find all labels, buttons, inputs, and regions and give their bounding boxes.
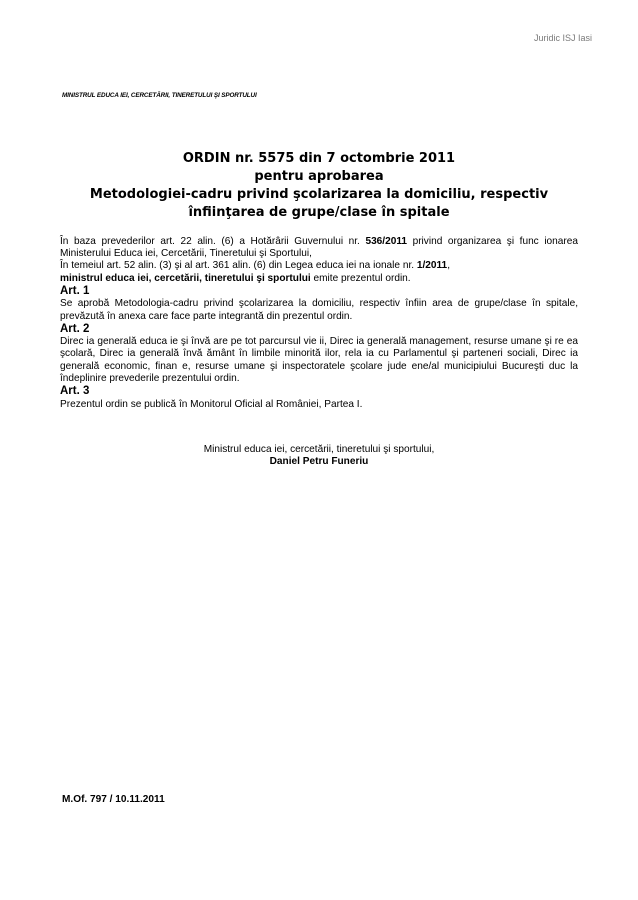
title-line-2: pentru aprobarea [254, 169, 384, 184]
document-body [60, 236, 578, 411]
signature-block [60, 444, 578, 468]
document-title [60, 150, 578, 222]
title-line-4: înfiinţarea de grupe/clase în spitale [188, 205, 450, 220]
title-line-3: Metodologiei-cadru privind şcolarizarea la domiciliu, respectiv [89, 187, 549, 202]
ministry-header: MINISTRUL EDUCA IEI, CERCETĂRII, TINERETULUI ŞI SPORTULUI [62, 92, 257, 99]
preamble-paragraph-2 [60, 260, 578, 272]
title-line-1: ORDIN nr. 5575 din 7 octombrie 2011 [182, 151, 456, 166]
preamble-2-text-a: În temeiul art. 52 alin. (3) şi al art. 361 alin. (6) din Legea educa iei na ionale nr. [60, 260, 417, 272]
article-3-text: Prezentul ordin se publică în Monitorul Oficial al României, Partea I. [60, 398, 363, 410]
article-1-heading: Art. 1 [60, 284, 90, 297]
preamble-1-hg-number: 536/2011 [365, 236, 407, 247]
official-gazette-reference: M.Of. 797 / 10.11.2011 [62, 794, 165, 805]
preamble-2-law-number: 1/2011 [416, 260, 448, 272]
preamble-1-text-b: privind organizarea şi func ionarea Ministerului Educa iei, Cercetării, Tineretului şi Sportului, [60, 236, 578, 260]
preamble-3-minister: ministrul educa iei, cercetării, tineretului şi sportului [60, 272, 311, 284]
preamble-3-rest: emite prezentul ordin. [310, 272, 411, 284]
preamble-1-text-a: În baza prevederilor art. 22 alin. (6) a Hotărârii Guvernului nr. [60, 236, 366, 247]
article-2-heading: Art. 2 [60, 322, 90, 335]
article-1-text: Se aprobă Metodologia-cadru privind şcolarizarea la domiciliu, respectiv înfiin area de grupe/clase în spitale, prevăzută în anexa care face parte integrantă din prezentul ordin. [60, 298, 578, 322]
header-label: Juridic ISJ Iasi [533, 33, 592, 43]
signature-role: Ministrul educa iei, cercetării, tineretului şi sportului, [203, 444, 435, 455]
signature-name: Daniel Petru Funeriu [269, 456, 369, 468]
article-3-heading: Art. 3 [60, 385, 90, 398]
preamble-paragraph-3 [60, 273, 578, 285]
article-2-text: Direc ia generală educa ie şi învă are pe tot parcursul vie ii, Direc ia generală management, resurse umane şi re ea şcolară, Direc ia generală învă ământ în limbile minorită ilor, rela ia cu Parlamentul şi parteneri sociali, Direc ia generală economic, finan e, resurse umane şi inspectoratele şcolare jude ene/al municipiului Bucureşti duc la îndeplinire prevederile prezentului ordin. [60, 336, 578, 384]
preamble-2-text-b: , [447, 260, 450, 272]
preamble-paragraph-1 [60, 236, 578, 260]
